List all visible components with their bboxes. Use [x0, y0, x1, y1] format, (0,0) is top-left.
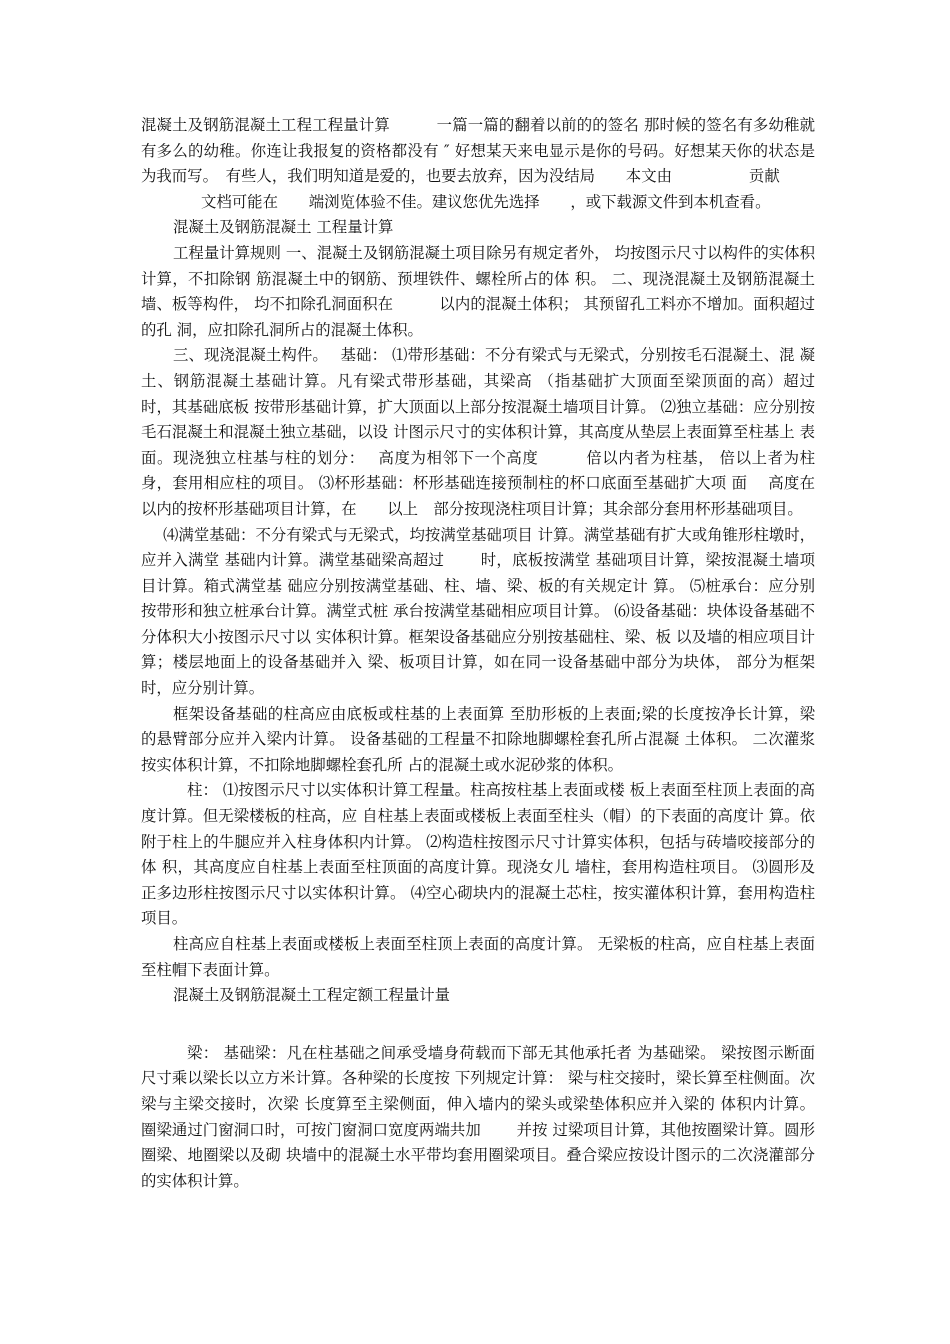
paragraph-raft-foundation: ⑷满堂基础：不分有梁式与无梁式，均按满堂基础项目 计算。满堂基础有扩大或角锥形柱墩时，应并入满堂 基础内计算。满堂基础梁高超过 时，底板按满堂 基础项目计算，梁按混凝土墙项目计算。箱式满堂基 础应分别按满堂基础、柱、墙、梁、板的有关规定计 算。 ⑸桩承台：应分别按带形和独立桩承台计算。满堂式桩 承台按满堂基础相应项目计算。 ⑹设备基础：块体设备基础不分体积大小按图示尺寸以 实体积计算。框架设备基础应分别按基础柱、梁、板 以及墙的相应项目计算；楼层地面上的设备基础并入 梁、板项目计算，如在同一设备基础中部分为块体， 部分为框架时，应分别计算。 [141, 525, 815, 698]
browser-notice: 文档可能在 端浏览体验不佳。建议您优先选择 ，或下载源文件到本机查看。 [201, 192, 771, 211]
paragraph-frame-equipment: 框架设备基础的柱高应由底板或柱基的上表面算 至肋形板的上表面;梁的长度按净长计算，梁 的悬臂部分应并入梁内计算。 设备基础的工程量不扣除地脚螺栓套孔所占混凝 土体积。 二次灌浆按实体积计算，不扣除地脚螺栓套孔所 占的混凝土或水泥砂浆的体积。 [141, 704, 815, 774]
section-title: 混凝土及钢筋混凝土 工程量计算 [173, 218, 394, 237]
paragraph-column-height: 柱高应自柱基上表面或楼板上表面至柱顶上表面的高度计算。 无梁板的柱高，应自柱基上表面至柱帽下表面计算。 [141, 935, 815, 979]
section-title-quota: 混凝土及钢筋混凝土工程定额工程量计量 [173, 986, 451, 1005]
document-body [141, 113, 867, 1194]
spacer [141, 1009, 815, 1041]
paragraph-beams: 梁： 基础梁：凡在柱基础之间承受墙身荷载而下部无其他承托者 为基础梁。 梁按图示断面尺寸乘以梁长以立方米计算。各种梁的长度按 下列规定计算： 梁与柱交接时，梁长算至柱侧面。次梁与主梁交接时，次梁 长度算至主梁侧面，伸入墙内的梁头或梁垫体积应并入梁的 体积内计算。 圈梁通过门窗洞口时，可按门窗洞口宽度两端共加 并按 过梁项目计算，其他按圈梁计算。圆形圈梁、地圈梁以及砌 块墙中的混凝土水平带均套用圈梁项目。叠合梁应按设计图示的二次浇灌部分的实体积计算。 [141, 1043, 815, 1190]
paragraph-columns: 柱： ⑴按图示尺寸以实体积计算工程量。柱高按柱基上表面或楼 板上表面至柱顶上表面的高度计算。但无梁楼板的柱高，应 自柱基上表面或楼板上表面至柱头（帽）的下表面的高度计 算。依附于柱上的牛腿应并入柱身体积内计算。 ⑵构造柱按图示尺寸计算实体积，包括与砖墙咬接部分的体 积，其高度应自柱基上表面至柱顶面的高度计算。现浇女儿 墙柱，套用构造柱项目。 ⑶圆形及正多边形柱按图示尺寸以实体积计算。 ⑷空心砌块内的混凝土芯柱，按实灌体积计算，套用构造柱 项目。 [141, 781, 815, 928]
paragraph-cast-in-place: 三、现浇混凝土构件。 基础： ⑴带形基础：不分有梁式与无梁式，分别按毛石混凝土、混 凝土、钢筋混凝土基础计算。凡有梁式带形基础，其梁高 （指基础扩大顶面至梁顶面的高）超过 时，其基础底板 按带形基础计算，扩大顶面以上部分按混凝土墙项目计算。 ⑵独立基础：应分别按毛石混凝土和混凝土独立基础，以设 计图示尺寸的实体积计算，其高度从垫层上表面算至柱基上 表面。现浇独立柱基与柱的划分： 高度为相邻下一个高度 倍以内者为柱基， 倍以上者为柱身，套用相应柱的项目。 ⑶杯形基础：杯形基础连接预制柱的杯口底面至基础扩大项 面 高度在 以内的按杯形基础项目计算，在 以上 部分按现浇柱项目计算；其余部分套用杯形基础项目。 [141, 346, 867, 518]
paragraph-rules: 工程量计算规则 一、混凝土及钢筋混凝土项目除另有规定者外， 均按图示尺寸以构件的实体积计算，不扣除钢 筋混凝土中的钢筋、预埋铁件、螺栓所占的体 积。 二、现浇混凝土及钢筋混凝土墙、板等构件， 均不扣除孔洞面积在 以内的混凝土体积； 其预留孔工料亦不增加。面积超过 的孔 洞，应扣除孔洞所占的混凝土体积。 [141, 243, 862, 339]
intro-paragraph: 混凝土及钢筋混凝土工程工程量计算 一篇一篇的翻着以前的的签名 那时候的签名有多幼稚就有多么的幼稚。你连让我报复的资格都没有 ″ 好想某天来电显示是你的号码。好想某天你的状态是为我而写。 有些人，我们明知道是爱的，也要去放弃，因为没结局 本文由 贡献 [141, 116, 815, 186]
